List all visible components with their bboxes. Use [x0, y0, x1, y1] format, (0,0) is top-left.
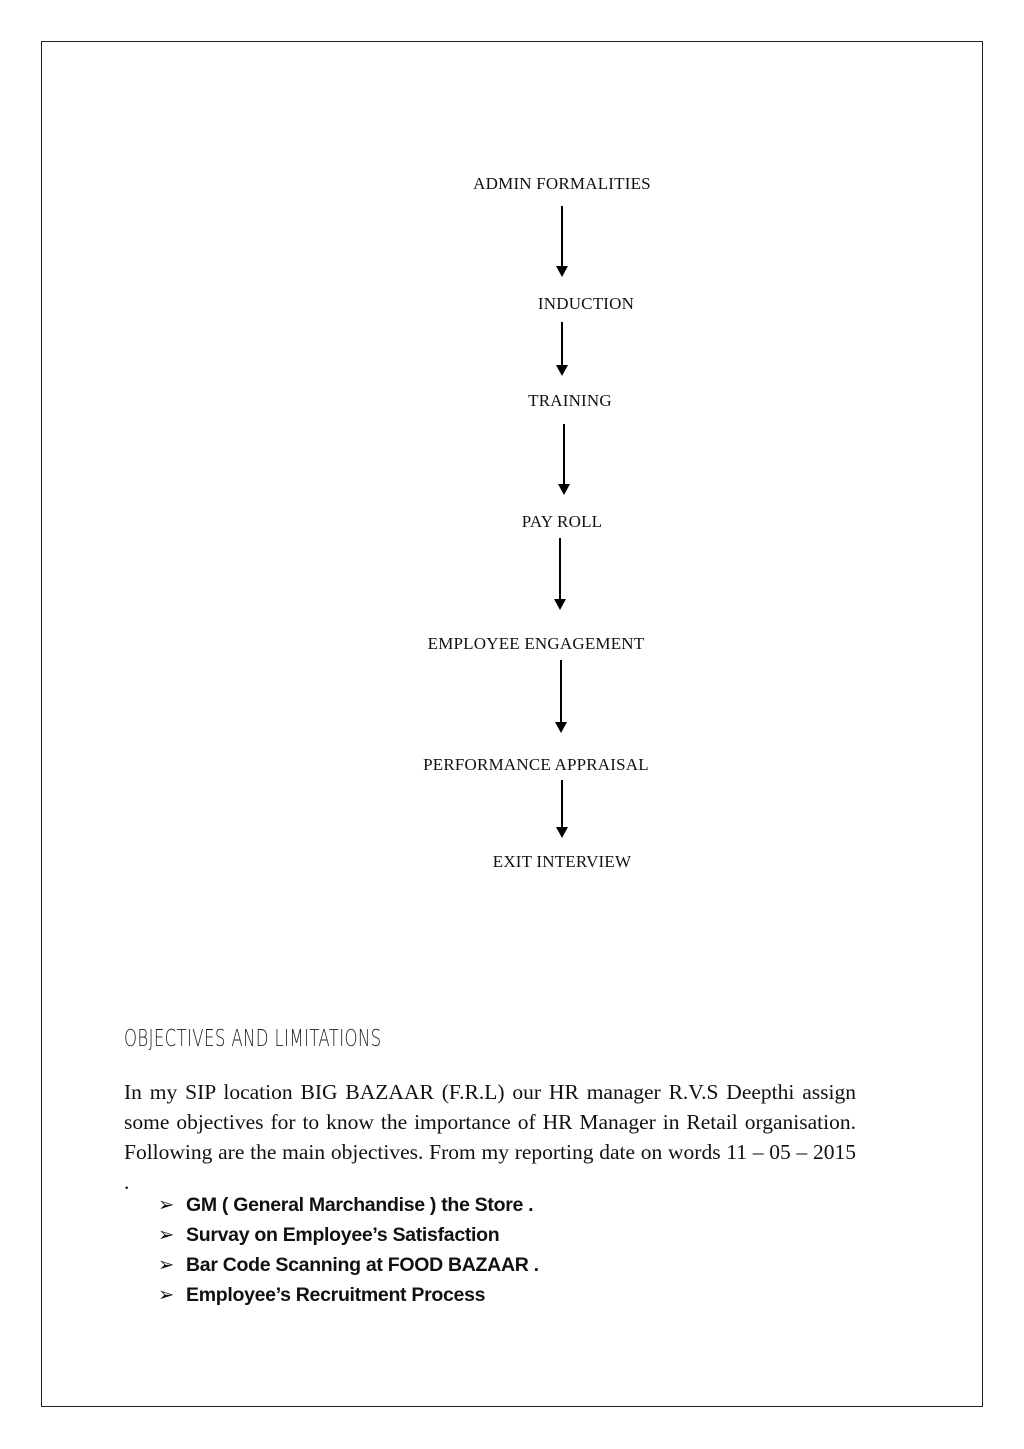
flow-arrow-6 — [556, 780, 568, 838]
list-item: ➢ GM ( General Marchandise ) the Store . — [158, 1190, 539, 1220]
flow-arrow-1 — [556, 206, 568, 277]
section-heading: OBJECTIVES AND LIMITATIONS — [124, 1026, 382, 1052]
arrowhead-bullet-icon: ➢ — [158, 1284, 175, 1306]
body-paragraph: In my SIP location BIG BAZAAR (F.R.L) our HR manager R.V.S Deepthi assign some objectives for to know the importance of HR Manager in Retail organisation. Following are the main objectives. From my reporting date on words 11 – 05 – 2015 . — [124, 1080, 856, 1194]
arrowhead-bullet-icon: ➢ — [158, 1194, 175, 1216]
flow-arrow-2 — [556, 322, 568, 376]
flow-step-admin-formalities: ADMIN FORMALITIES — [473, 174, 651, 193]
arrowhead-bullet-icon: ➢ — [158, 1224, 175, 1246]
arrowhead-bullet-icon: ➢ — [158, 1254, 175, 1276]
flow-step-performance-appraisal: PERFORMANCE APPRAISAL — [423, 755, 649, 774]
flow-arrow-4 — [554, 538, 566, 610]
list-item: ➢ Bar Code Scanning at FOOD BAZAAR . — [158, 1250, 539, 1280]
flow-step-employee-engagement: EMPLOYEE ENGAGEMENT — [427, 634, 645, 653]
flow-step-induction: INDUCTION — [537, 294, 635, 313]
flow-step-pay-roll: PAY ROLL — [521, 512, 603, 531]
list-item: ➢ Employee’s Recruitment Process — [158, 1280, 539, 1310]
flow-arrow-3 — [558, 424, 570, 495]
flow-arrow-5 — [555, 660, 567, 733]
flow-step-training: TRAINING — [528, 391, 612, 410]
flow-step-exit-interview: EXIT INTERVIEW — [492, 852, 632, 871]
list-item: ➢ Survay on Employee’s Satisfaction — [158, 1220, 539, 1250]
objectives-list — [158, 1190, 539, 1310]
